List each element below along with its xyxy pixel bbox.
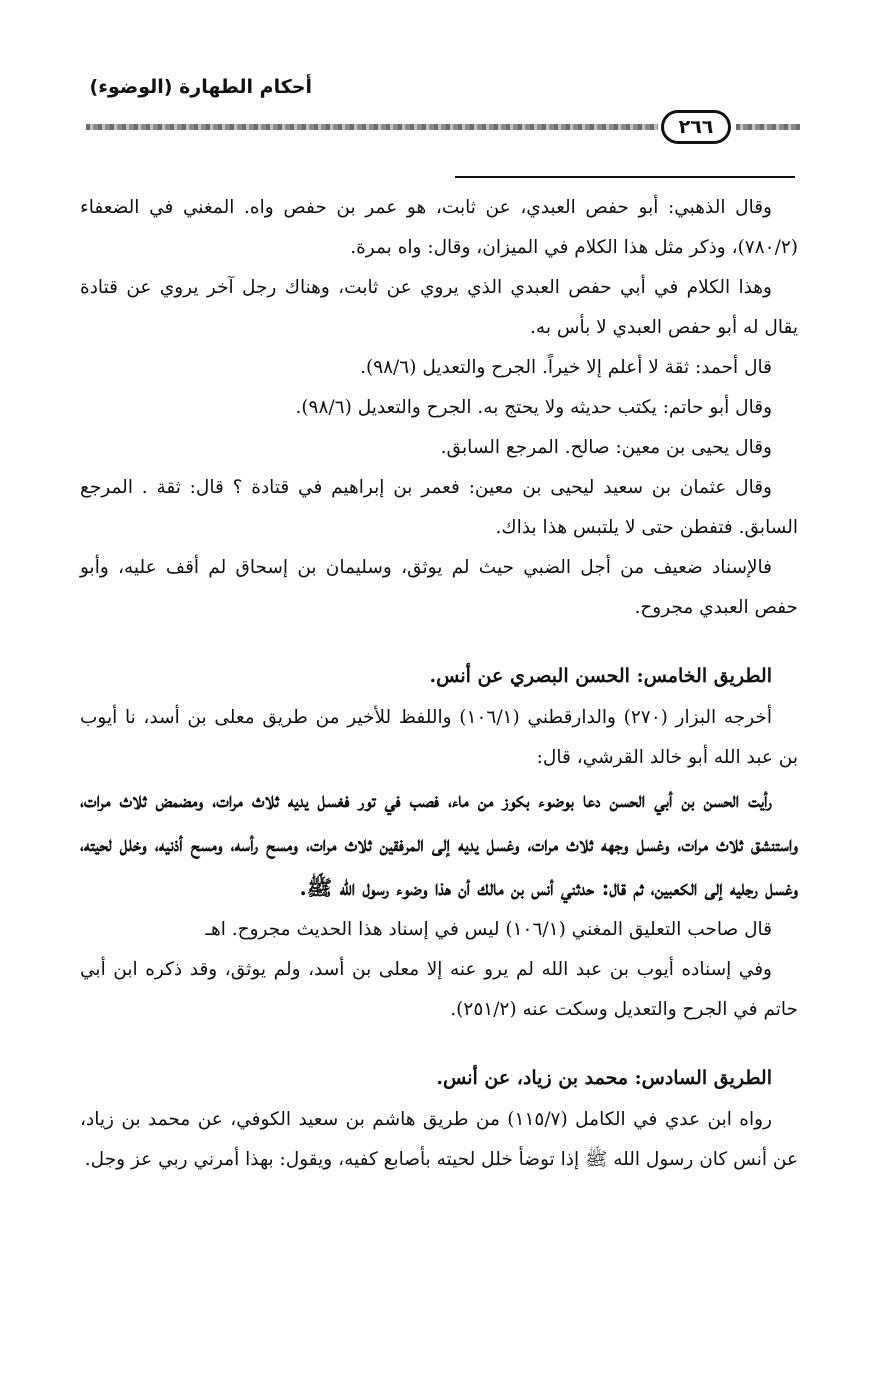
paragraph-taliq-mughni: قال صاحب التعليق المغني (١٠٦/١) ليس في إسناد هذا الحديث مجروح. اهـ [205, 919, 772, 940]
section-heading-fifth-route: الطريق الخامس: الحسن البصري عن أنس. [429, 665, 772, 687]
paragraph-abu-hatim: وقال أبو حاتم: يكتب حديثه ولا يحتج به. الجرح والتعديل (٩٨/٦). [295, 397, 772, 418]
paragraph-ahmad: قال أحمد: ثقة لا أعلم إلا خيراً. الجرح والتعديل (٩٨/٦). [360, 357, 772, 378]
hadith-quote: رأيت الحسن بن أبي الحسن دعا بوضوء بكوز من ماء، فصب في تور فغسل يديه ثلاث مرات، ومضمض ثلاث مرات، واستنشق ثلاث مرات، وغسل وجهه ثلاث مرات، وغسل يديه إلى المرفقين ثلاث مرات، ومسح رأسه، ومسح أذنيه، وخلل لحيته، وغسل رجليه إلى الكعبين، ثم قال: حدثني أنس بن مالك أن هذا وضوء رسول الله ﷺ. [80, 787, 798, 900]
paragraph-ayyub: وفي إسناده أيوب بن عبد الله لم يرو عنه إلا معلى بن أسد، ولم يوثق، وقد ذكره ابن أبي حاتم في الجرح والتعديل وسكت عنه (٢٥١/٢). [80, 959, 798, 1020]
paragraph-isnad-verdict: فالإسناد ضعيف من أجل الضبي حيث لم يوثق، وسليمان بن إسحاق لم أقف عليه، وأبو حفص العبدي مجروح. [80, 557, 798, 618]
running-title: أحكام الطهارة (الوضوء) [89, 76, 312, 98]
paragraph-uthman: وقال عثمان بن سعيد ليحيى بن معين: فعمر بن إبراهيم في قتادة ؟ قال: ثقة . المرجع السابق. فتفطن حتى لا يلتبس هذا بذاك. [80, 477, 798, 538]
header-rule-left [86, 124, 658, 130]
paragraph-bazzar: أخرجه البزار (٢٧٠) والدارقطني (١٠٦/١) واللفظ للأخير من طريق معلى بن أسد، نا أيوب بن عبد الله أبو خالد القرشي، قال: [80, 707, 798, 768]
paragraph-ibn-adi: رواه ابن عدي في الكامل (١١٥/٧) من طريق هاشم بن سعيد الكوفي، عن محمد بن زياد، عن أنس كان رسول الله ﷺ إذا توضأ خلل لحيته بأصابع كفيه، ويقول: بهذا أمرني ربي عز وجل. [80, 1109, 798, 1170]
page-number: ٢٦٦ [661, 110, 731, 144]
paragraph-abu-hafs: وهذا الكلام في أبي حفص العبدي الذي يروي عن ثابت، وهناك رجل آخر يروي عن قتادة يقال له أبو حفص العبدي لا بأس به. [80, 277, 798, 338]
header-rule-right [736, 124, 800, 130]
footnote-separator [455, 176, 795, 178]
footnote-body [80, 188, 798, 1180]
section-heading-sixth-route: الطريق السادس: محمد بن زياد، عن أنس. [436, 1067, 772, 1089]
paragraph-ibn-maeen: وقال يحيى بن معين: صالح. المرجع السابق. [440, 437, 772, 458]
paragraph-dhahabi: وقال الذهبي: أبو حفص العبدي، عن ثابت، هو عمر بن حفص واه. المغني في الضعفاء (٧٨٠/٢)، وذكر مثل هذا الكلام في الميزان، وقال: واه بمرة. [80, 197, 798, 258]
